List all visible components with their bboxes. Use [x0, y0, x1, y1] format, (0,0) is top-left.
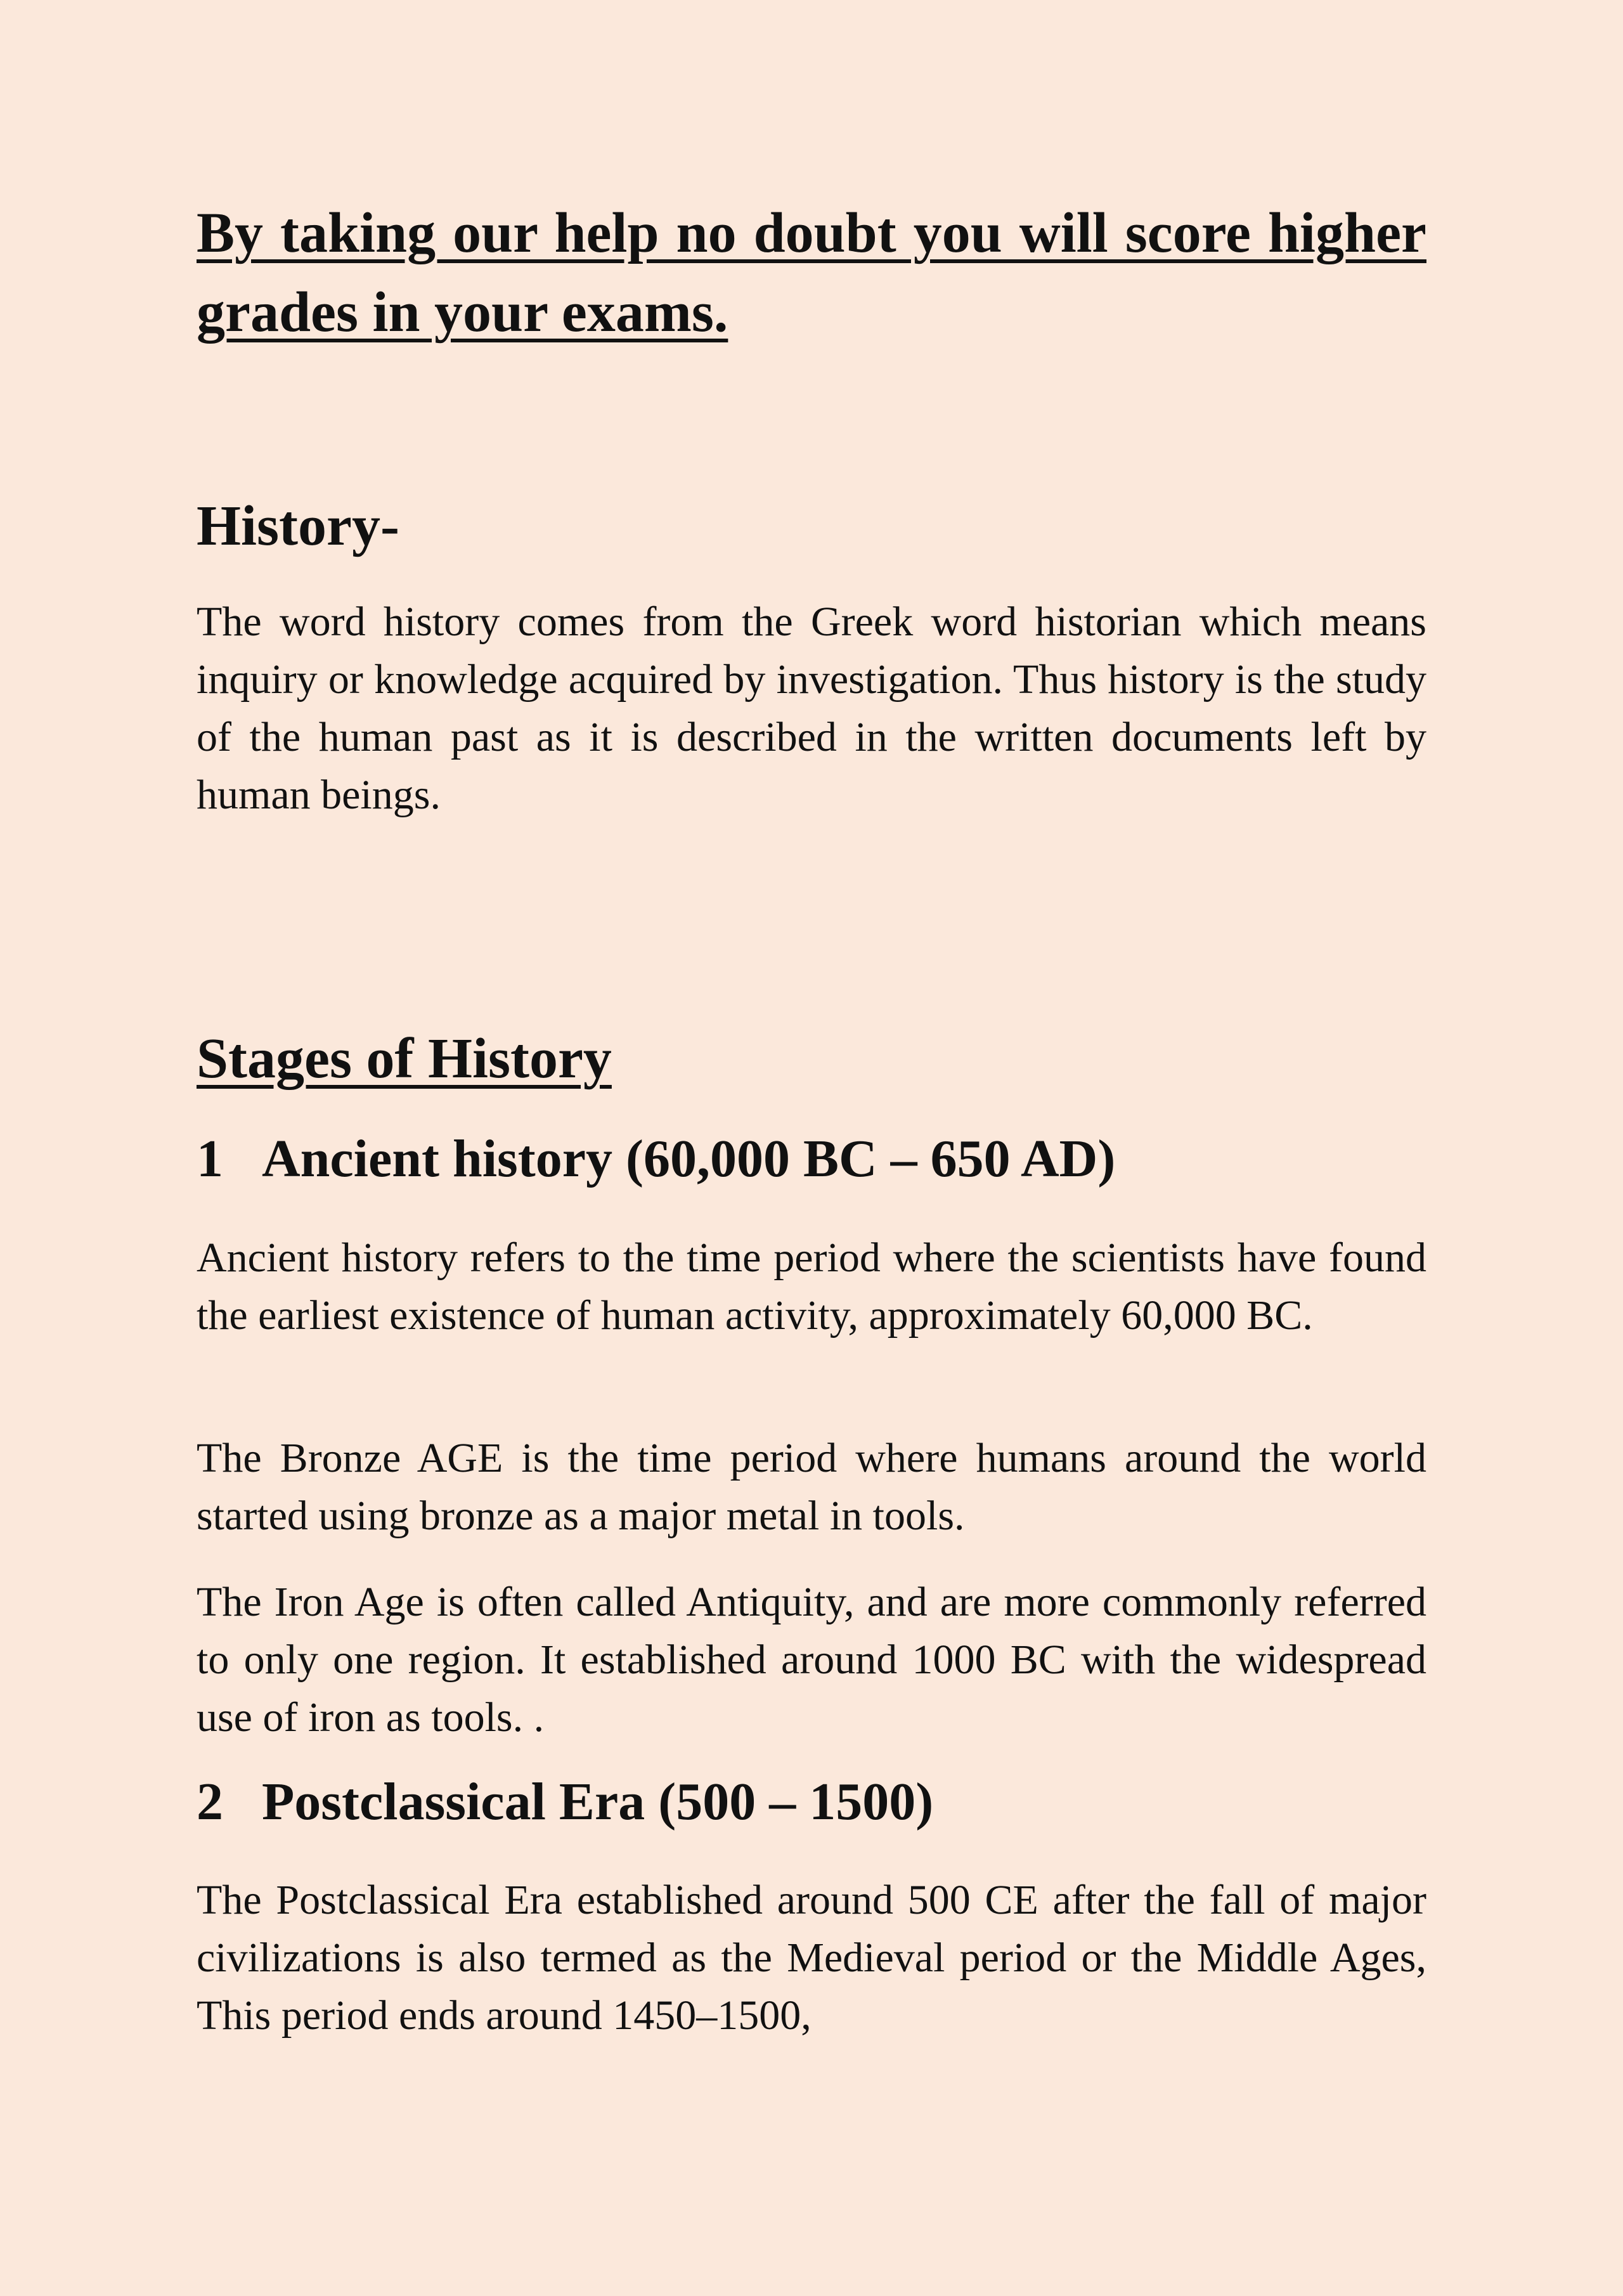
- document-content: [197, 193, 1426, 2039]
- era-number: 2: [197, 1772, 223, 1831]
- era-title: Ancient history (60,000 BC – 650 AD): [262, 1129, 1116, 1188]
- era-heading-ancient: [197, 1124, 1115, 1194]
- promo-heading: By taking our help no doubt you will score higher grades in your exams.: [197, 202, 1426, 344]
- history-heading: History-: [197, 495, 399, 557]
- era-number: 1: [197, 1129, 223, 1188]
- ancient-history-paragraph: Ancient history refers to the time period where the scientists have found the earliest existence of human activity, approximately 60,000 BC.: [197, 1235, 1426, 1339]
- history-intro-paragraph: The word history comes from the Greek word historian which means inquiry or knowledge acquired by investigation. Thus history is the study of the human past as it is described in the written documents left by human beings.: [197, 599, 1426, 818]
- era-heading-postclassical: [197, 1767, 933, 1837]
- era-title: Postclassical Era (500 – 1500): [262, 1772, 934, 1831]
- postclassical-paragraph: The Postclassical Era established around 500 CE after the fall of major civilizations is also termed as the Medieval period or the Middle Ages, This period ends around 1450–1500,: [197, 1877, 1426, 2039]
- bronze-age-paragraph: The Bronze AGE is the time period where humans around the world started using bronze as a major metal in tools.: [197, 1435, 1426, 1539]
- iron-age-paragraph: The Iron Age is often called Antiquity, and are more commonly referred to only one region. It established around 1000 BC with the widespread use of iron as tools. .: [197, 1579, 1426, 1741]
- stages-heading: Stages of History: [197, 1027, 612, 1090]
